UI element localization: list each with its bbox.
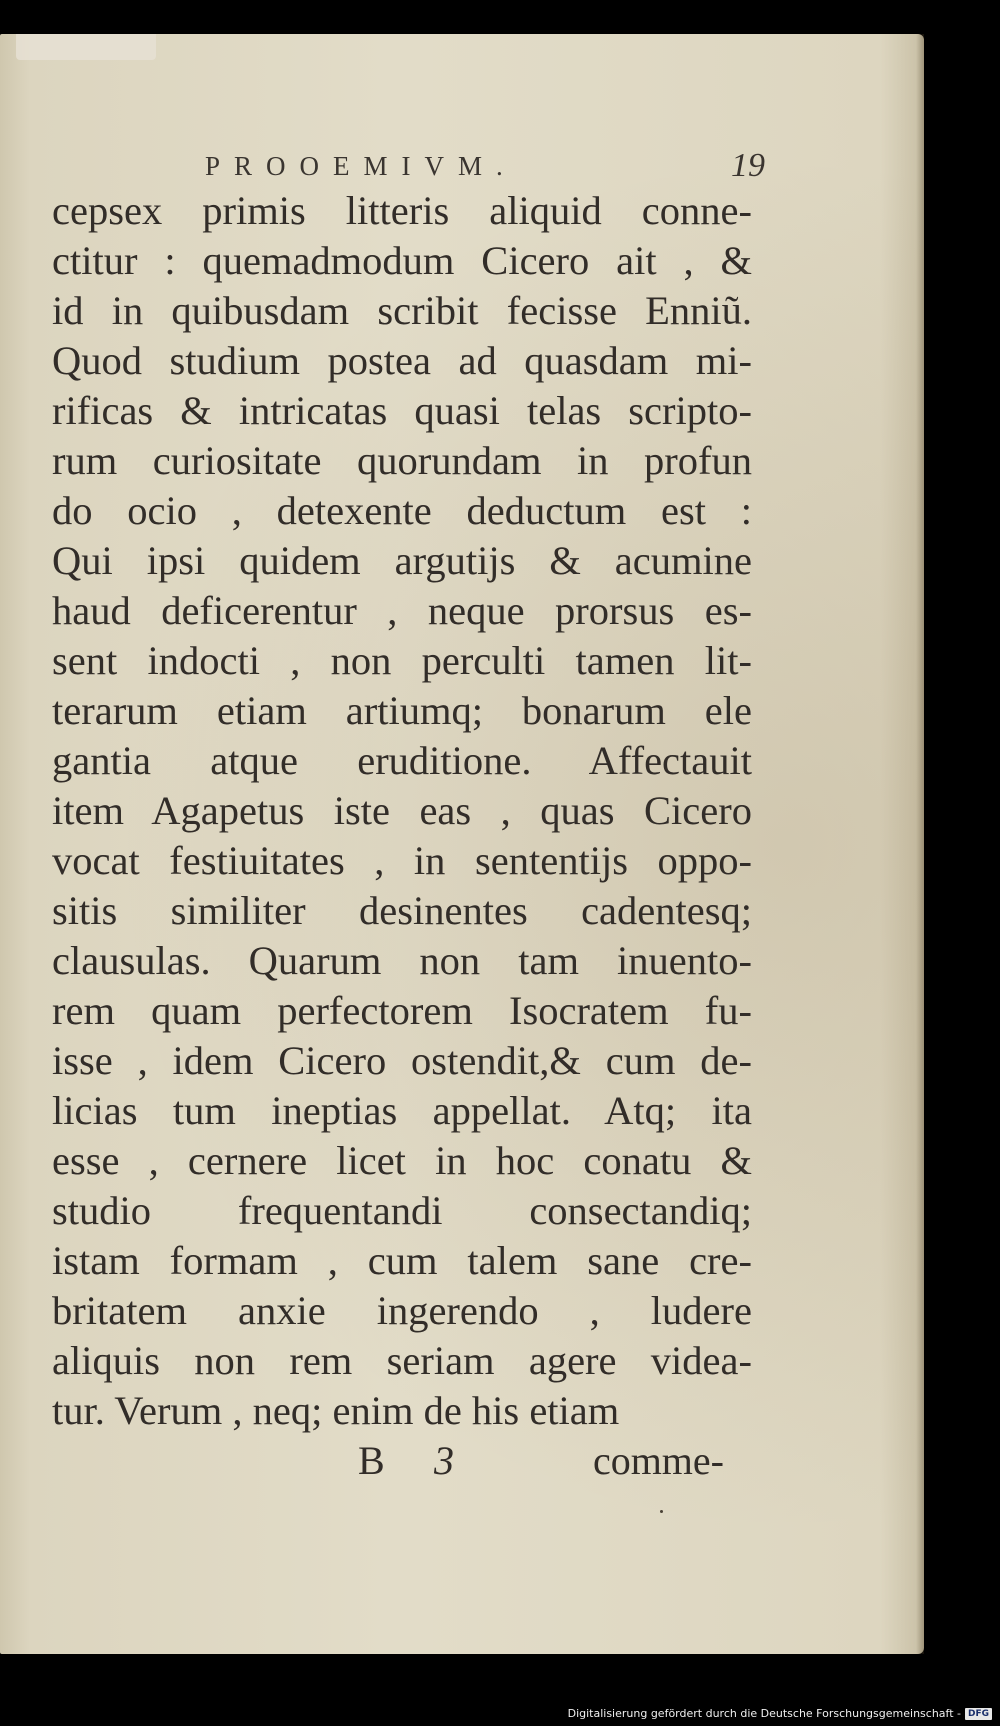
text-line: id in quibusdam scribit fecisse Enniũ. bbox=[52, 288, 752, 333]
text-line: aliquis non rem seriam agere videa- bbox=[52, 1338, 752, 1383]
text-line: item Agapetus iste eas , quas Cicero bbox=[52, 788, 752, 833]
signature-number: 3 bbox=[434, 1438, 454, 1483]
paper-tab bbox=[16, 34, 156, 60]
catchword: comme- bbox=[592, 1438, 724, 1483]
text-line: Quod studium postea ad quasdam mi- bbox=[52, 338, 752, 383]
page-header bbox=[205, 146, 765, 186]
text-line: sitis similiter desinentes cadentesq; bbox=[52, 888, 752, 933]
text-line: ctitur : quemadmodum Cicero ait , & bbox=[52, 238, 752, 283]
running-head: PROOEMIVM. bbox=[205, 151, 517, 181]
page-edge-shadow bbox=[916, 34, 924, 1654]
text-line: tur. Verum , neq; enim de his etiam bbox=[52, 1388, 620, 1433]
credit-text: Digitalisierung gefördert durch die Deutsche Forschungsgemeinschaft - bbox=[567, 1707, 961, 1720]
signature-line bbox=[52, 1436, 752, 1486]
text-line: esse , cernere licet in hoc conatu & bbox=[52, 1138, 752, 1183]
text-line: do ocio , detexente deductum est : bbox=[52, 488, 752, 533]
signature-mark: B bbox=[358, 1438, 385, 1483]
text-line: vocat festiuitates , in sententijs oppo- bbox=[52, 838, 752, 883]
text-line: licias tum ineptias appellat. Atq; ita bbox=[52, 1088, 752, 1133]
book-page bbox=[0, 34, 924, 1654]
text-line: gantia atque eruditione. Affectauit bbox=[52, 738, 752, 783]
dfg-logo: DFG bbox=[965, 1708, 992, 1720]
text-line: haud deficerentur , neque prorsus es- bbox=[52, 588, 752, 633]
paper-speck bbox=[660, 1510, 663, 1513]
text-line: sent indocti , non perculti tamen lit- bbox=[52, 638, 752, 683]
body-text bbox=[52, 186, 752, 1436]
text-line: rum curiositate quorundam in profun bbox=[52, 438, 752, 483]
text-line: isse , idem Cicero ostendit,& cum de- bbox=[52, 1038, 752, 1083]
text-line: britatem anxie ingerendo , ludere bbox=[52, 1288, 752, 1333]
text-line: rem quam perfectorem Isocratem fu- bbox=[52, 988, 752, 1033]
text-line: Qui ipsi quidem argutijs & acumine bbox=[52, 538, 752, 583]
digitization-credit bbox=[568, 1707, 992, 1720]
text-line: clausulas. Quarum non tam inuento- bbox=[52, 938, 752, 983]
page-number: 19 bbox=[731, 147, 765, 184]
text-line: cepsex primis litteris aliquid conne- bbox=[52, 188, 752, 233]
text-line: rificas & intricatas quasi telas scripto- bbox=[52, 388, 752, 433]
text-line: terarum etiam artiumq; bonarum ele bbox=[52, 688, 752, 733]
text-line: istam formam , cum talem sane cre- bbox=[52, 1238, 752, 1283]
text-line: studio frequentandi consectandiq; bbox=[52, 1188, 752, 1233]
